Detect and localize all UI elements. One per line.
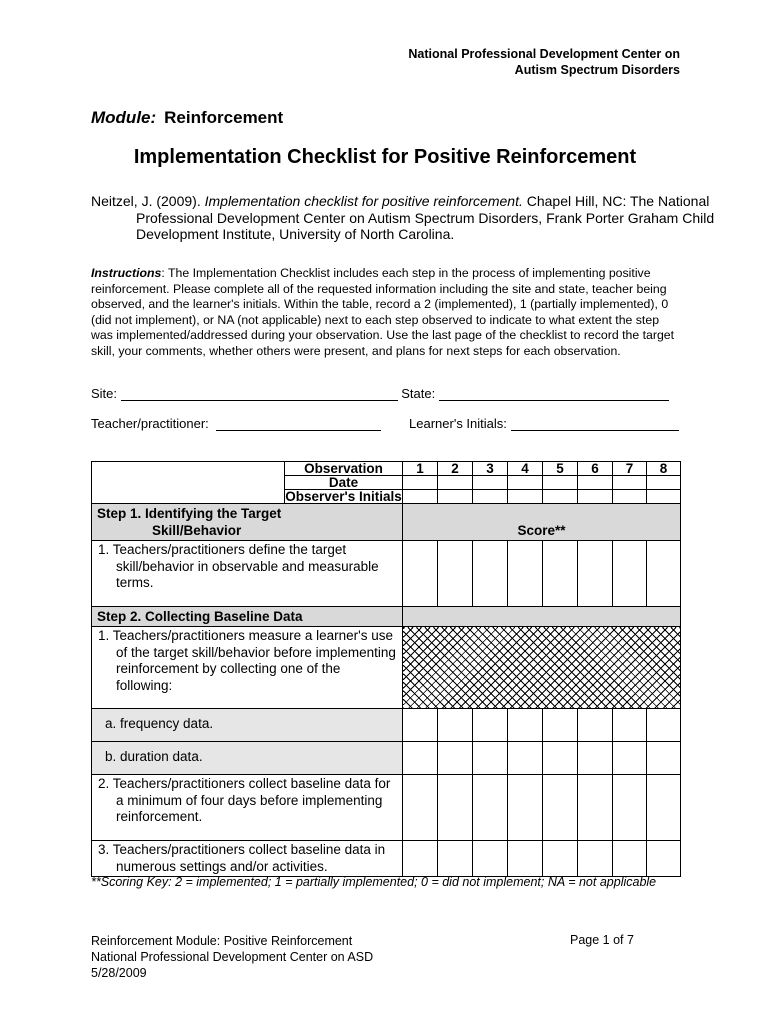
org-line-1: National Professional Development Center on bbox=[408, 47, 680, 61]
step2-item3: 3. Teachers/practitioners collect baseline data in numerous settings and/or activities. bbox=[92, 841, 403, 877]
score-cell[interactable] bbox=[613, 709, 647, 742]
org-line-2: Autism Spectrum Disorders bbox=[514, 63, 680, 77]
observer-initials-header: Observer's Initials bbox=[285, 489, 402, 504]
observation-header-row bbox=[92, 462, 681, 476]
instructions-label: Instructions bbox=[91, 266, 162, 280]
table-row bbox=[92, 841, 681, 877]
page-title: Implementation Checklist for Positive Reinforcement bbox=[133, 146, 637, 168]
score-cell[interactable] bbox=[647, 775, 681, 841]
date-row bbox=[92, 476, 681, 490]
score-cell[interactable] bbox=[543, 775, 578, 841]
observation-header: Observation bbox=[285, 462, 403, 476]
score-cell[interactable] bbox=[613, 841, 647, 877]
footer-line-2: National Professional Development Center on ASD bbox=[91, 950, 374, 964]
score-cell[interactable] bbox=[543, 841, 578, 877]
table-row bbox=[92, 541, 681, 607]
score-cell[interactable] bbox=[403, 775, 438, 841]
initials-cell[interactable] bbox=[578, 490, 613, 504]
score-cell[interactable] bbox=[543, 709, 578, 742]
score-cell[interactable] bbox=[543, 742, 578, 775]
score-cell[interactable] bbox=[438, 775, 473, 841]
table-row bbox=[92, 742, 681, 775]
score-cell[interactable] bbox=[613, 775, 647, 841]
observation-number: 8 bbox=[647, 462, 681, 476]
date-cell[interactable] bbox=[578, 476, 613, 490]
site-field[interactable] bbox=[121, 388, 398, 401]
date-header: Date bbox=[285, 476, 403, 490]
checklist-table bbox=[91, 461, 681, 877]
score-cell[interactable] bbox=[508, 775, 543, 841]
footer-date: 5/28/2009 bbox=[91, 966, 147, 980]
score-cell[interactable] bbox=[578, 541, 613, 607]
date-cell[interactable] bbox=[473, 476, 508, 490]
learner-initials-field[interactable] bbox=[511, 418, 679, 431]
initials-cell[interactable] bbox=[403, 490, 438, 504]
score-cell[interactable] bbox=[438, 541, 473, 607]
score-cell[interactable] bbox=[508, 709, 543, 742]
state-field[interactable] bbox=[439, 388, 669, 401]
observation-number: 7 bbox=[613, 462, 647, 476]
citation bbox=[91, 193, 736, 243]
score-header: Score** bbox=[403, 504, 681, 541]
step1-item1: 1. Teachers/practitioners define the target skill/behavior in observable and measurable terms. bbox=[92, 541, 403, 607]
step1-title: Step 1. Identifying the Target Skill/Behavior bbox=[92, 504, 403, 541]
score-cell[interactable] bbox=[508, 541, 543, 607]
score-cell[interactable] bbox=[438, 841, 473, 877]
score-cell[interactable] bbox=[438, 742, 473, 775]
score-cell[interactable] bbox=[647, 709, 681, 742]
table-row bbox=[92, 627, 681, 709]
page-number: Page 1 of 7 bbox=[570, 933, 634, 947]
citation-authors: Neitzel, J. (2009). bbox=[91, 193, 205, 209]
teacher-learner-row bbox=[91, 416, 679, 431]
score-cell[interactable] bbox=[578, 841, 613, 877]
observer-initials-row bbox=[92, 490, 681, 504]
initials-cell[interactable] bbox=[473, 490, 508, 504]
step2-item1a: a. frequency data. bbox=[92, 709, 403, 742]
score-cell[interactable] bbox=[403, 709, 438, 742]
score-cell[interactable] bbox=[578, 775, 613, 841]
score-cell[interactable] bbox=[473, 742, 508, 775]
score-cell[interactable] bbox=[578, 742, 613, 775]
date-cell[interactable] bbox=[613, 476, 647, 490]
scoring-key: **Scoring Key: 2 = implemented; 1 = partially implemented; 0 = did not implement; NA = not applicable bbox=[91, 875, 657, 889]
score-cell[interactable] bbox=[647, 742, 681, 775]
observation-number: 1 bbox=[403, 462, 438, 476]
score-cell[interactable] bbox=[403, 742, 438, 775]
date-cell[interactable] bbox=[403, 476, 438, 490]
step2-header-row bbox=[92, 607, 681, 627]
initials-cell[interactable] bbox=[613, 490, 647, 504]
score-cell[interactable] bbox=[578, 709, 613, 742]
score-cell[interactable] bbox=[543, 541, 578, 607]
table-row bbox=[92, 775, 681, 841]
module-name: Reinforcement bbox=[164, 108, 284, 127]
citation-work: Implementation checklist for positive reinforcement. bbox=[204, 193, 523, 209]
site-state-row bbox=[91, 386, 669, 401]
score-cell[interactable] bbox=[647, 841, 681, 877]
step1-header-row bbox=[92, 504, 681, 541]
module-heading bbox=[91, 108, 283, 128]
observation-number: 6 bbox=[578, 462, 613, 476]
score-cell[interactable] bbox=[613, 541, 647, 607]
observation-number: 5 bbox=[543, 462, 578, 476]
initials-cell[interactable] bbox=[508, 490, 543, 504]
date-cell[interactable] bbox=[438, 476, 473, 490]
organization-header bbox=[408, 46, 680, 78]
step2-title: Step 2. Collecting Baseline Data bbox=[92, 607, 403, 627]
observation-number: 2 bbox=[438, 462, 473, 476]
table-row bbox=[92, 709, 681, 742]
observation-number: 4 bbox=[508, 462, 543, 476]
teacher-label: Teacher/practitioner: bbox=[91, 416, 209, 431]
score-cell[interactable] bbox=[647, 541, 681, 607]
step2-header-blank bbox=[403, 607, 681, 627]
teacher-field[interactable] bbox=[216, 418, 381, 431]
instructions-text: : The Implementation Checklist includes each step in the process of implementing positive reinforcement. Please complete all of the requested information including the site and state, teacher being observed, and the learner's initials. Within the table, record a 2 (implemented), 1 (partially implemented), 0 (did not implement), or NA (not applicable) next to each step observed to indicate to what extent the step was implemented/addressed during your observation. Use the last page of the checklist to record the target skill, your comments, whether others were present, and plans for next steps for each observation. bbox=[91, 266, 675, 358]
score-cell[interactable] bbox=[508, 742, 543, 775]
score-cell[interactable] bbox=[473, 709, 508, 742]
footer-line-1: Reinforcement Module: Positive Reinforcement bbox=[91, 934, 353, 948]
date-cell[interactable] bbox=[508, 476, 543, 490]
hatched-cell bbox=[403, 627, 681, 709]
initials-cell[interactable] bbox=[543, 490, 578, 504]
initials-cell[interactable] bbox=[647, 490, 681, 504]
site-label: Site: bbox=[91, 386, 118, 401]
module-label: Module: bbox=[91, 108, 157, 127]
score-cell[interactable] bbox=[473, 841, 508, 877]
learner-label: Learner's Initials: bbox=[409, 416, 507, 431]
instructions bbox=[91, 266, 683, 359]
initials-cell[interactable] bbox=[438, 490, 473, 504]
state-label: State: bbox=[401, 386, 436, 401]
score-cell[interactable] bbox=[508, 841, 543, 877]
score-cell[interactable] bbox=[403, 841, 438, 877]
step2-item1: 1. Teachers/practitioners measure a learner's use of the target skill/behavior before implementing reinforcement by collecting one of the following: bbox=[92, 627, 403, 709]
date-cell[interactable] bbox=[543, 476, 578, 490]
date-cell[interactable] bbox=[647, 476, 681, 490]
score-cell[interactable] bbox=[613, 742, 647, 775]
citation-rest: Chapel Hill, NC: The National Professional Development Center on Autism Spectrum Disorders, Frank Porter Graham Child Development Institute, University of North Carolina. bbox=[136, 193, 715, 242]
score-cell[interactable] bbox=[473, 775, 508, 841]
step2-item1b: b. duration data. bbox=[92, 742, 403, 775]
observation-number: 3 bbox=[473, 462, 508, 476]
score-cell[interactable] bbox=[403, 541, 438, 607]
step2-item2: 2. Teachers/practitioners collect baseline data for a minimum of four days before implementing reinforcement. bbox=[92, 775, 403, 841]
footer bbox=[91, 933, 373, 981]
score-cell[interactable] bbox=[473, 541, 508, 607]
score-cell[interactable] bbox=[438, 709, 473, 742]
